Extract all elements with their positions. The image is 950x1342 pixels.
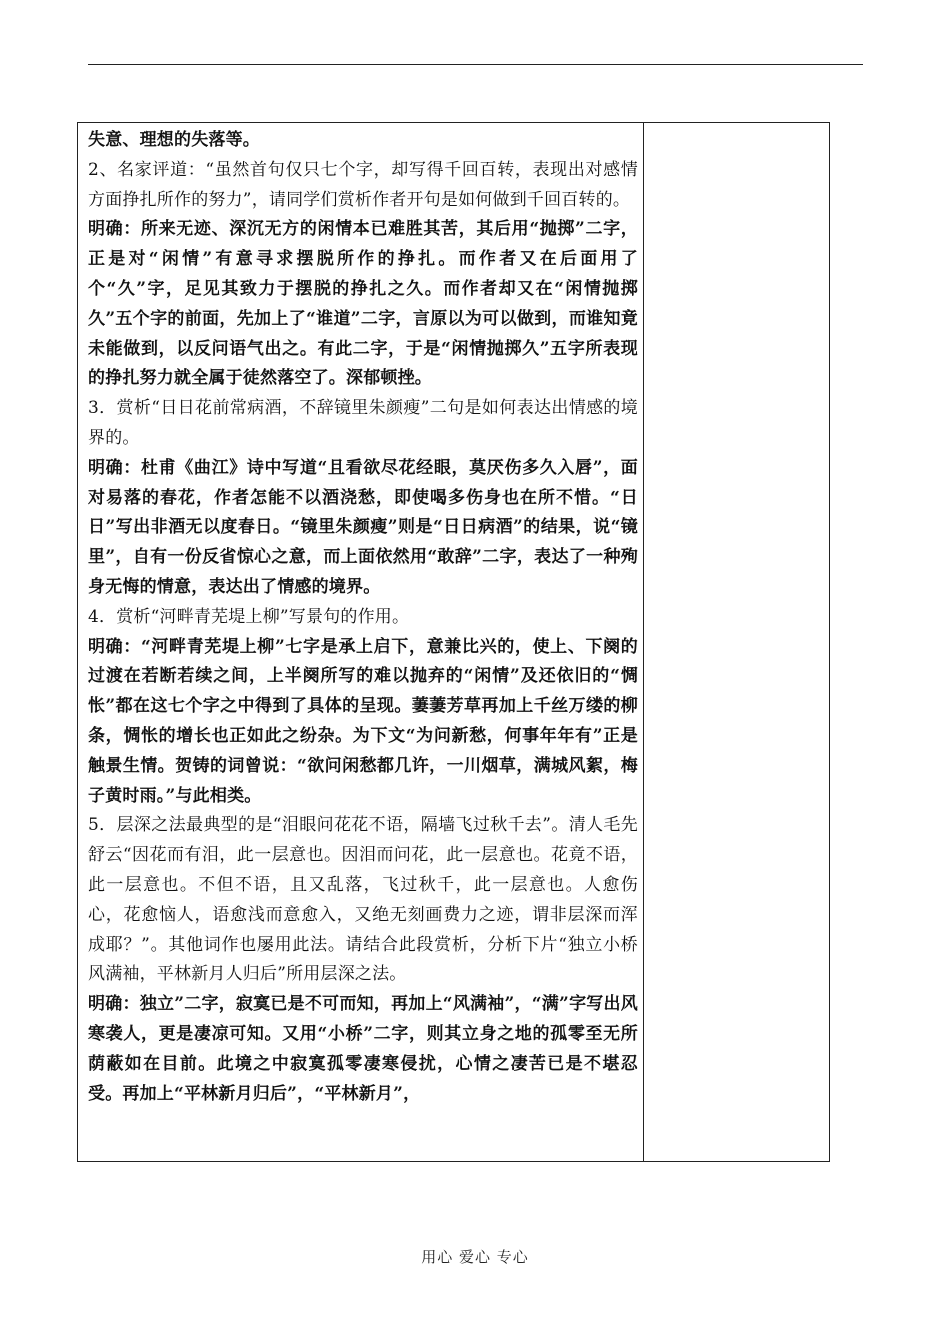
answer-4: 明确：“河畔青芜堤上柳”七字是承上启下，意兼比兴的，使上、下阕的过渡在若断若续之间，上半阕所写的难以抛弃的“闲情”及还依旧的“惆怅”都在这七个字之中得到了具体的呈现。萋萋芳草再加上千丝万缕的柳条，惆怅的增长也正如此之纷杂。为下文“为问新愁，何事年年有”正是触景生情。贺铸的词曾说：“欲问闲愁都几许，一川烟草，满城风絮，梅子黄时雨。”与此相类。 xyxy=(88,636,638,806)
question-2: 2、名家评道：“虽然首句仅只七个字，却写得千回百转，表现出对感情方面挣扎所作的努力”，请同学们赏析作者开句是如何做到千回百转的。 xyxy=(88,159,638,210)
table-column-divider xyxy=(643,122,644,1162)
question-4: 4．赏析“河畔青芜堤上柳”写景句的作用。 xyxy=(88,606,410,627)
page-footer: 用心 爱心 专心 xyxy=(421,1248,529,1266)
question-3: 3．赏析“日日花前常病酒，不辞镜里朱颜瘦”二句是如何表达出情感的境界的。 xyxy=(88,398,638,448)
question-5: 5．层深之法最典型的是“泪眼问花花不语，隔墙飞过秋千去”。清人毛先舒云“因花而有泪，此一层意也。因泪而问花，此一层意也。花竟不语，此一层意也。不但不语，且又乱落，飞过秋千，此一层意也。人愈伤心，花愈恼人，语愈浅而意愈入，又绝无刻画费力之迹，谓非层深而浑成耶？”。其他词作也屡用此法。请结合此段赏析，分析下片“独立小桥风满袖，平林新月人归后”所用层深之法。 xyxy=(88,815,638,985)
header-rule xyxy=(88,64,863,65)
main-text-cell xyxy=(88,126,638,1109)
answer-5: 明确：独立”二字，寂寞已是不可而知，再加上“风满袖”，“满”字写出风寒袭人，更是凄凉可知。又用“小桥”二字，则其立身之地的孤零至无所荫蔽如在目前。此境之中寂寞孤零凄寒侵扰，心情之凄苦已是不堪忍受。再加上“平林新月归后”，“平林新月”， xyxy=(88,994,638,1104)
paragraph-1: 失意、理想的失落等。 xyxy=(88,130,260,150)
answer-3: 明确：杜甫《曲江》诗中写道“且看欲尽花经眼，莫厌伤多久入唇”，面对易落的春花，作者怎能不以酒浇愁，即使喝多伤身也在所不惜。“日日”写出非酒无以度春日。“镜里朱颜瘦”则是“日日病酒”的结果，说“镜里”，自有一份反省惊心之意，而上面依然用“敢辞”二字，表达了一种殉身无悔的情意，表达出了情感的境界。 xyxy=(88,457,638,597)
answer-2: 明确：所来无迹、深沉无方的闲情本已难胜其苦，其后用“抛掷”二字，正是对“闲情”有意寻求摆脱所作的挣扎。而作者又在后面用了个“久”字，足见其致力于摆脱的挣扎之久。而作者却又在“闲情抛掷久”五个字的前面，先加上了“谁道”二字，言原以为可以做到，而谁知竟未能做到，以反问语气出之。有此二字，于是“闲情抛掷久”五字所表现的挣扎努力就全属于徒然落空了。深郁顿挫。 xyxy=(88,219,638,389)
